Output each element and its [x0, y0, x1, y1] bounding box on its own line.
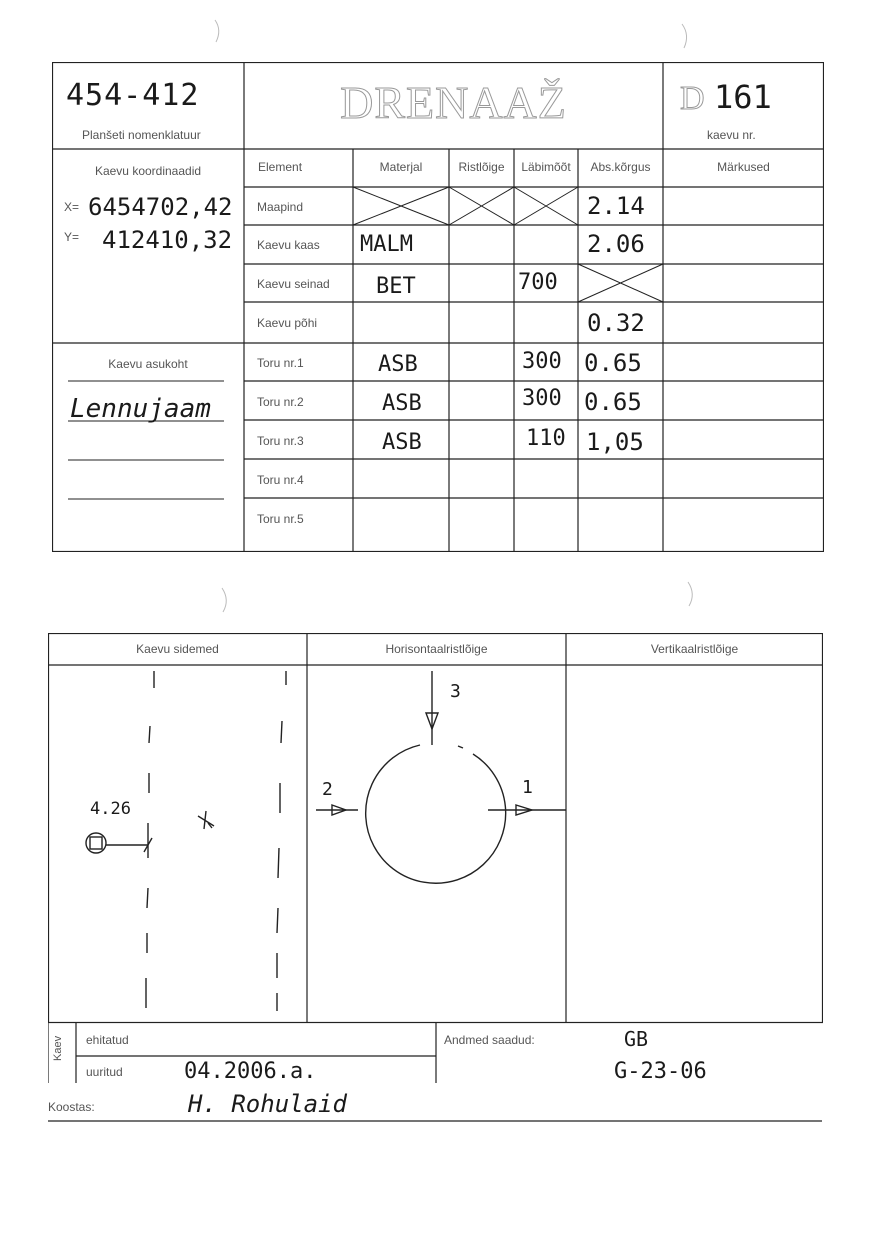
diameter-value: 110 [526, 426, 566, 451]
height-value: 0.32 [587, 309, 645, 337]
location-value: Lennujaam [70, 394, 211, 424]
row-element-label: Toru nr.2 [257, 395, 304, 409]
surveyed-value: 04.2006.a. [184, 1059, 317, 1084]
x-prefix: X= [64, 200, 80, 214]
well-prefix: D [680, 80, 705, 117]
nomenclature-value: 454-412 [66, 78, 200, 113]
coordinates-label: Kaevu koordinaadid [94, 164, 202, 178]
diameter-value: 700 [518, 270, 558, 295]
ties-header: Kaevu sidemed [136, 642, 219, 656]
location-label: Kaevu asukoht [108, 357, 188, 371]
col-header-element: Element [258, 160, 303, 174]
vertical-section-header: Vertikaalristlõige [650, 642, 739, 656]
well-data-form [52, 62, 824, 552]
row-element-label: Kaevu seinad [257, 277, 330, 291]
height-value: 0.65 [584, 349, 642, 377]
author-label: Koostas: [48, 1100, 95, 1114]
diameter-value: 300 [522, 349, 562, 374]
col-header-diameter: Läbimõõt [521, 160, 571, 174]
row-element-label: Maapind [257, 200, 304, 214]
row-element-label: Toru nr.1 [257, 356, 304, 370]
col-header-notes: Märkused [717, 160, 770, 174]
pipe-label-2: 2 [322, 779, 333, 800]
well-number-label: kaevu nr. [707, 128, 756, 142]
x-coordinate: 6454702,42 [88, 193, 233, 221]
nomenclature-label: Planšeti nomenklatuur [82, 128, 201, 142]
well-number-value: 161 [714, 78, 772, 116]
col-header-material: Materjal [379, 160, 423, 174]
page-title: DRENAAŽ [340, 77, 567, 128]
data-received-value-1: GB [624, 1027, 649, 1051]
author-value: H. Rohulaid [188, 1090, 347, 1118]
horizontal-section-header: Horisontaalristlõige [385, 642, 488, 656]
data-received-label: Andmed saadud: [444, 1033, 535, 1047]
col-header-height: Abs.kõrgus [590, 160, 651, 174]
diameter-value: 300 [522, 386, 562, 411]
material-value: ASB [382, 430, 422, 455]
built-label: ehitatud [86, 1033, 129, 1047]
height-value: 1,05 [586, 428, 644, 456]
material-value: MALM [360, 232, 413, 257]
col-header-crosssection: Ristlõige [458, 160, 505, 174]
row-element-label: Toru nr.4 [257, 473, 304, 487]
pipe-label-3: 3 [450, 681, 461, 702]
material-value: BET [376, 274, 416, 299]
row-element-label: Toru nr.3 [257, 434, 304, 448]
material-value: ASB [382, 391, 422, 416]
ties-distance: 4.26 [90, 799, 131, 819]
row-element-label: Kaevu kaas [257, 238, 320, 252]
pipe-label-1: 1 [522, 777, 533, 798]
ties-sketch [86, 671, 286, 1011]
row-element-label: Kaevu põhi [257, 316, 318, 330]
data-received-value-2: G-23-06 [614, 1059, 707, 1084]
sketch-form [48, 633, 823, 1083]
height-value: 0.65 [584, 388, 642, 416]
y-prefix: Y= [64, 230, 80, 244]
kaev-label: Kaev [52, 1035, 64, 1061]
sketch-grid [48, 633, 823, 1083]
row-element-label: Toru nr.5 [257, 512, 304, 526]
height-value: 2.06 [587, 230, 645, 258]
material-value: ASB [378, 352, 418, 377]
height-value: 2.14 [587, 192, 645, 220]
y-coordinate: 412410,32 [102, 226, 233, 254]
surveyed-label: uuritud [86, 1065, 123, 1079]
